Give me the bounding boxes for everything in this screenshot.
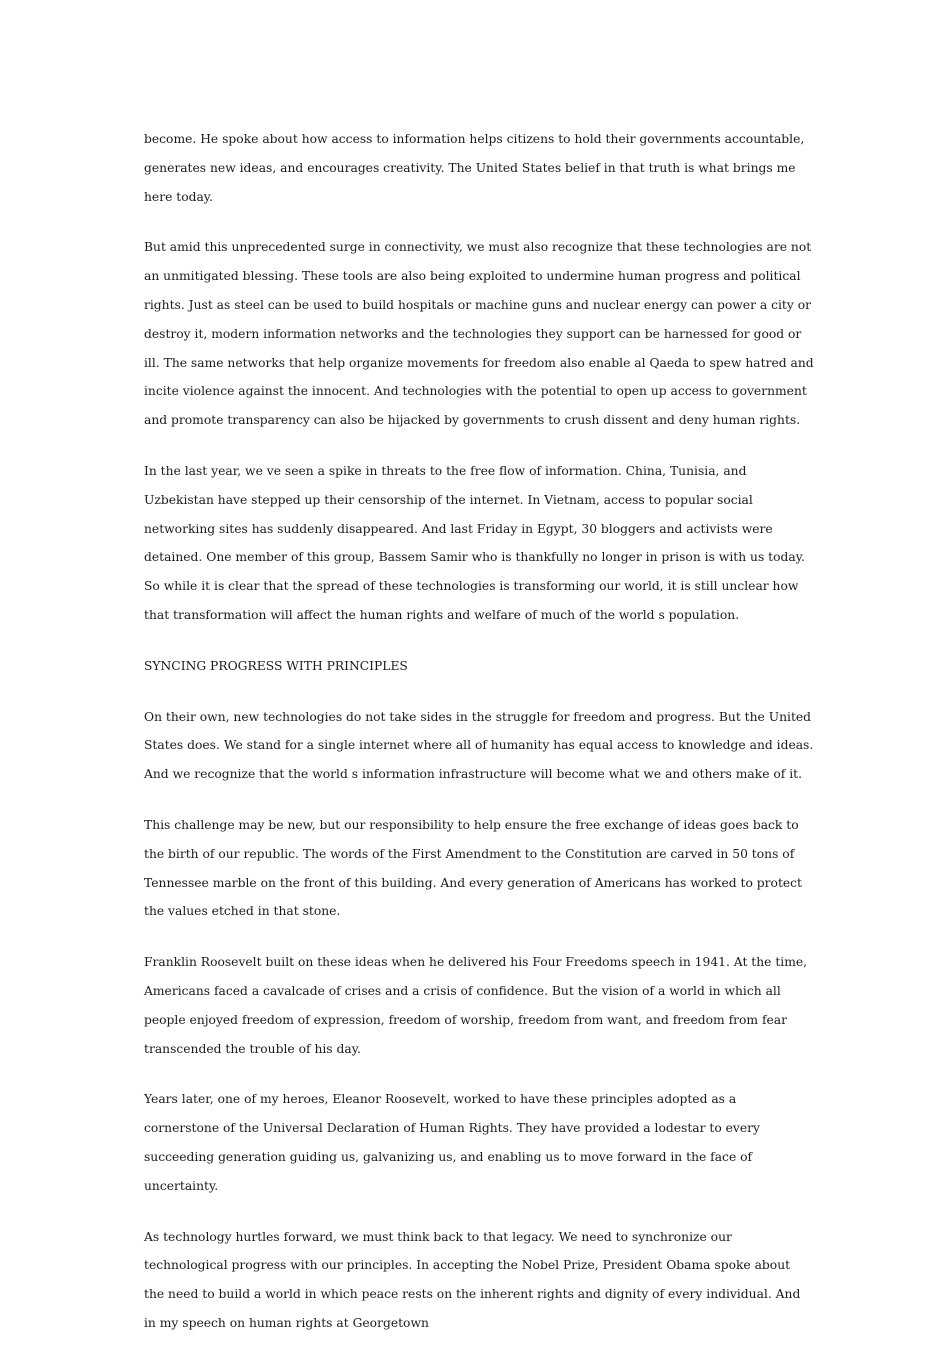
paragraph-unmitigated-blessing: But amid this unprecedented surge in connectivity, we must also recognize that these technologies are not an unmitigated blessing. These tools are also being exploited to undermine human progress and political rights. Just as steel can be used to build hospitals or machine guns and nuclear energy can power a city or destroy it, modern information networks and the technologies they support can be harnessed for good or ill. The same networks that help organize movements for freedom also enable al Qaeda to spew hatred and incite violence against the innocent. And technologies with the potential to open up access to government and promote transparency can also be hijacked by governments to crush dissent and deny human rights. — [144, 240, 814, 428]
paragraph-four-freedoms: Franklin Roosevelt built on these ideas when he delivered his Four Freedoms speech in 1941. At the time, Americans faced a cavalcade of crises and a crisis of confidence. But the vision of a world in which all people enjoyed freedom of expression, freedom of worship, freedom from want, and freedom from fear transcended the trouble of his day. — [144, 955, 808, 1056]
section-heading: SYNCING PROGRESS WITH PRINCIPLES — [144, 658, 408, 673]
paragraph-intro-continuation: become. He spoke about how access to information helps citizens to hold their governments accountable, generates new ideas, and encourages creativity. The United States belief in that truth is what brings me here today. — [144, 132, 805, 204]
paragraph-synchronize-progress: As technology hurtles forward, we must think back to that legacy. We need to synchronize our technological progress with our principles. In accepting the Nobel Prize, President Obama spoke about the need to build a world in which peace rests on the inherent rights and dignity of every individual. And in my speech on human rights at Georgetown — [144, 1229, 801, 1330]
paragraph-eleanor-roosevelt: Years later, one of my heroes, Eleanor Roosevelt, worked to have these principles adopted as a cornerstone of the Universal Declaration of Human Rights. They have provided a lodestar to every succeeding generation guiding us, galvanizing us, and enabling us to move forward in the face of uncertainty. — [144, 1092, 760, 1193]
paragraph-first-amendment: This challenge may be new, but our responsibility to help ensure the free exchange of ideas goes back to the birth of our republic. The words of the First Amendment to the Constitution are carved in 50 tons of Tennessee marble on the front of this building. And every generation of Americans has worked to protect the values etched in that stone. — [144, 817, 802, 919]
paragraph-threats-to-information: In the last year, we ve seen a spike in threats to the free flow of information. China, Tunisia, and Uzbekistan have stepped up their censorship of the internet. In Vietnam, access to popular social networking sites has suddenly disappeared. And last Friday in Egypt, 30 bloggers and activists were detained. One member of this group, Bassem Samir who is thankfully no longer in prison is with us today. So while it is clear that the spread of these technologies is transforming our world, it is still unclear how that transformation will affect the human rights and welfare of much of the world s population. — [144, 463, 805, 622]
paragraph-single-internet: On their own, new technologies do not take sides in the struggle for freedom and progress. But the United States does. We stand for a single internet where all of humanity has equal access to knowledge and ideas. And we recognize that the world s information infrastructure will become what we and others make of it. — [144, 709, 814, 782]
document-body — [144, 125, 814, 1360]
